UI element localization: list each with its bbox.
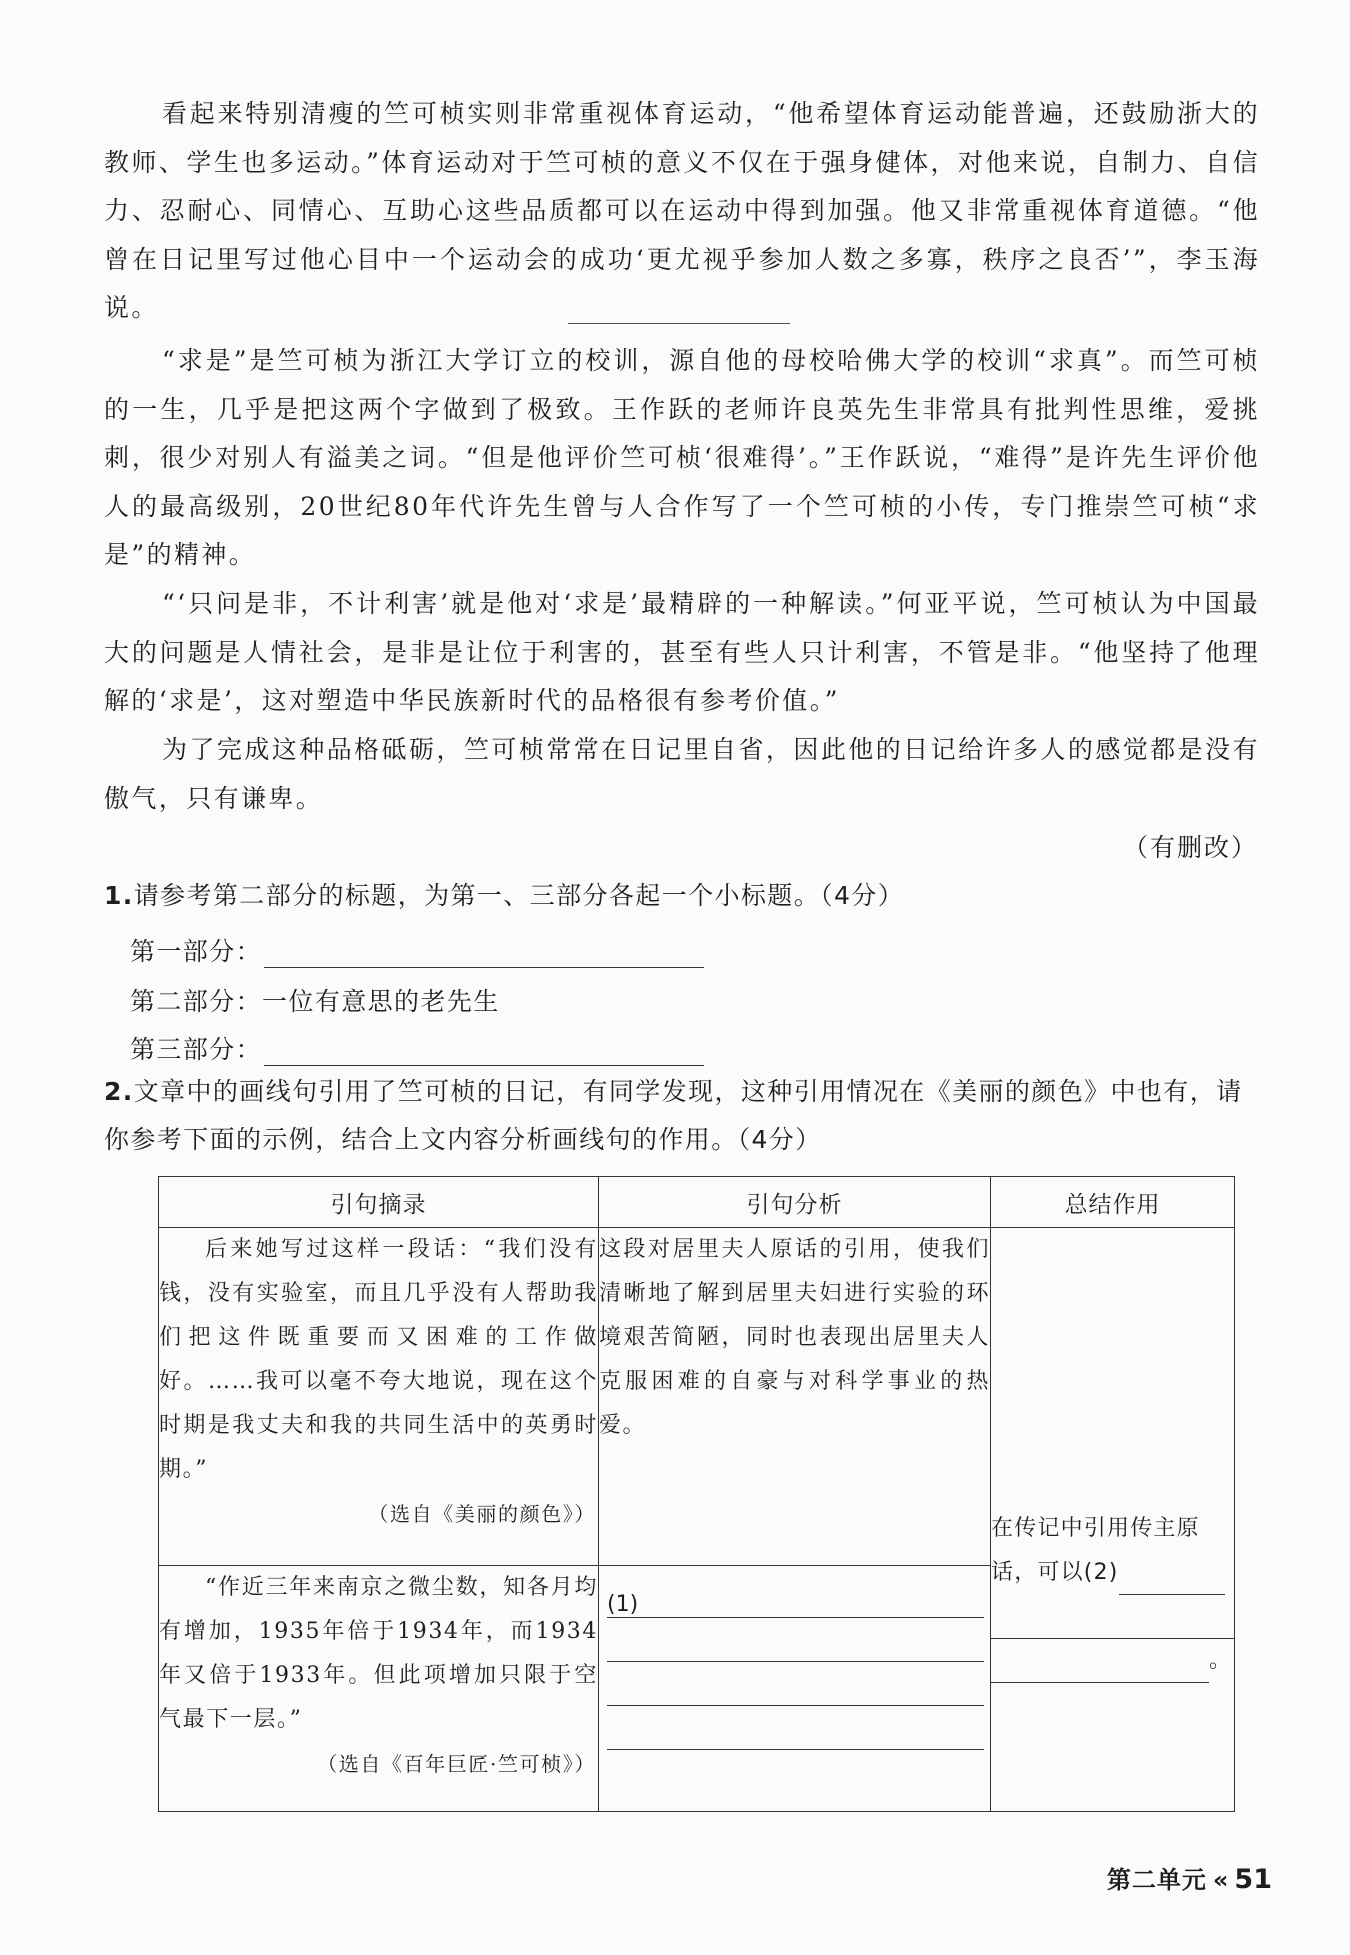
quote-analysis-table [158,1176,1235,1812]
row2-analysis-cell [599,1566,991,1812]
question-2-number: 2. [104,1077,134,1106]
question-1 [104,872,1264,920]
paragraph-1: 看起来特别清瘦的竺可桢实则非常重视体育运动，“他希望体育运动能普遍，还鼓励浙大的教师、学生也多运动。”体育运动对于竺可桢的意义不仅在于强身健体，对他来说，自制力、自信力、忍耐心、同情心、互助心这些品质都可以在运动中得到加强。他又非常重视体育道德。“他曾在日记里写过他心目中一个运动会的成功‘更尤视乎参加人数之多寡，秩序之良否’”，李玉海说。 [104,99,1260,322]
q1-part1-row [130,932,704,968]
row1-quote-source: （选自《美丽的颜色》） [368,1502,596,1526]
header-quote: 引句摘录 [159,1177,599,1228]
paragraph-2: “求是”是竺可桢为浙江大学订立的校训，源自他的母校哈佛大学的校训“求真”。而竺可桢的一生，几乎是把这两个字做到了极致。王作跃的老师许良英先生非常具有批判性思维，爱挑刺，很少对别人有溢美之词。“但是他评价竺可桢‘很难得’。”王作跃说，“难得”是许先生评价他人的最高级别，20世纪80年代许先生曾与人合作写了一个竺可桢的小传，专门推崇竺可桢“求是”的精神。 [104,346,1260,569]
row2-answer-prefix: (1) [607,1592,639,1617]
question-1-text: 请参考第二部分的标题，为第一、三部分各起一个小标题。（4分） [133,881,905,910]
table-header-row [159,1177,1235,1228]
question-2-text: 文章中的画线句引用了竺可桢的日记，有同学发现，这种引用情况在《美丽的颜色》中也有，请你参考下面的示例，结合上文内容分析画线句的作用。（4分） [104,1077,1243,1154]
table-row [159,1228,1235,1566]
page-number: 51 [1234,1864,1272,1895]
q1-part1-label: 第一部分： [130,937,263,966]
summary-answer-line-end[interactable] [991,1656,1209,1683]
q1-part2-row [130,982,500,1018]
q1-part2-label: 第二部分： [130,987,263,1016]
q1-part2-answer: 一位有意思的老先生 [262,987,500,1016]
source-note: （有删改） [1122,833,1258,862]
header-summary: 总结作用 [991,1177,1235,1228]
row2-answer-line-4[interactable] [607,1706,984,1750]
row1-quote-cell [159,1228,599,1566]
header-analysis: 引句分析 [599,1177,991,1228]
question-1-number: 1. [104,881,134,910]
summary-answer-last-row [991,1639,1234,1682]
section-divider [568,323,790,324]
summary-answer-line[interactable] [991,1595,1234,1639]
row1-analysis: 这段对居里夫人原话的引用，使我们清晰地了解到居里夫妇进行实验的环境艰苦简陋，同时也表现出居里夫人克服困难的自豪与对科学事业的热爱。 [599,1228,991,1566]
row2-answer-line-3[interactable] [607,1662,984,1706]
paragraph-3: “‘只问是非，不计利害’就是他对‘求是’最精辟的一种解读。”何亚平说，竺可桢认为中国最大的问题是人情社会，是非是让位于利害的，甚至有些人只计利害，不管是非。“他坚持了他理解的‘求是’，这对塑造中华民族新时代的品格很有参考价值。” [104,589,1260,715]
unit-label: 第二单元 [1106,1866,1207,1894]
q1-part3-label: 第三部分： [130,1035,263,1064]
row2-quote-cell [159,1566,599,1812]
q1-part1-answer-blank[interactable] [264,943,704,968]
summary-text: 在传记中引用传主原话，可以(2) [991,1516,1200,1585]
q1-part3-row [130,1030,704,1066]
row2-answer-line-2[interactable] [607,1618,984,1662]
row2-quote: “作近三年来南京之微尘数，知各月均有增加，1935年倍于1934年，而1934年又倍于1933年。但此项增加只限于空气最下一层。” [159,1575,598,1732]
summary-cell [991,1228,1235,1812]
q1-part3-answer-blank[interactable] [264,1041,704,1066]
summary-end-period: 。 [1209,1648,1233,1673]
double-chevron-left-icon: « [1212,1866,1229,1894]
paragraph-4: 为了完成这种品格砥砺，竺可桢常常在日记里自省，因此他的日记给许多人的感觉都是没有傲气，只有谦卑。 [104,735,1260,813]
row2-quote-source: （选自《百年巨匠·竺可桢》） [317,1752,596,1776]
question-2 [104,1068,1264,1164]
row2-answer-line-1[interactable] [607,1574,984,1618]
row1-quote: 后来她写过这样一段话：“我们没有钱，没有实验室，而且几乎没有人帮助我们把这件既重要而又困难的工作做好。……我可以毫不夸大地说，现在这个时期是我丈夫和我的共同生活中的英勇时期。” [159,1237,598,1482]
summary-answer-blank[interactable] [1119,1568,1225,1595]
page-footer [1107,1860,1272,1895]
